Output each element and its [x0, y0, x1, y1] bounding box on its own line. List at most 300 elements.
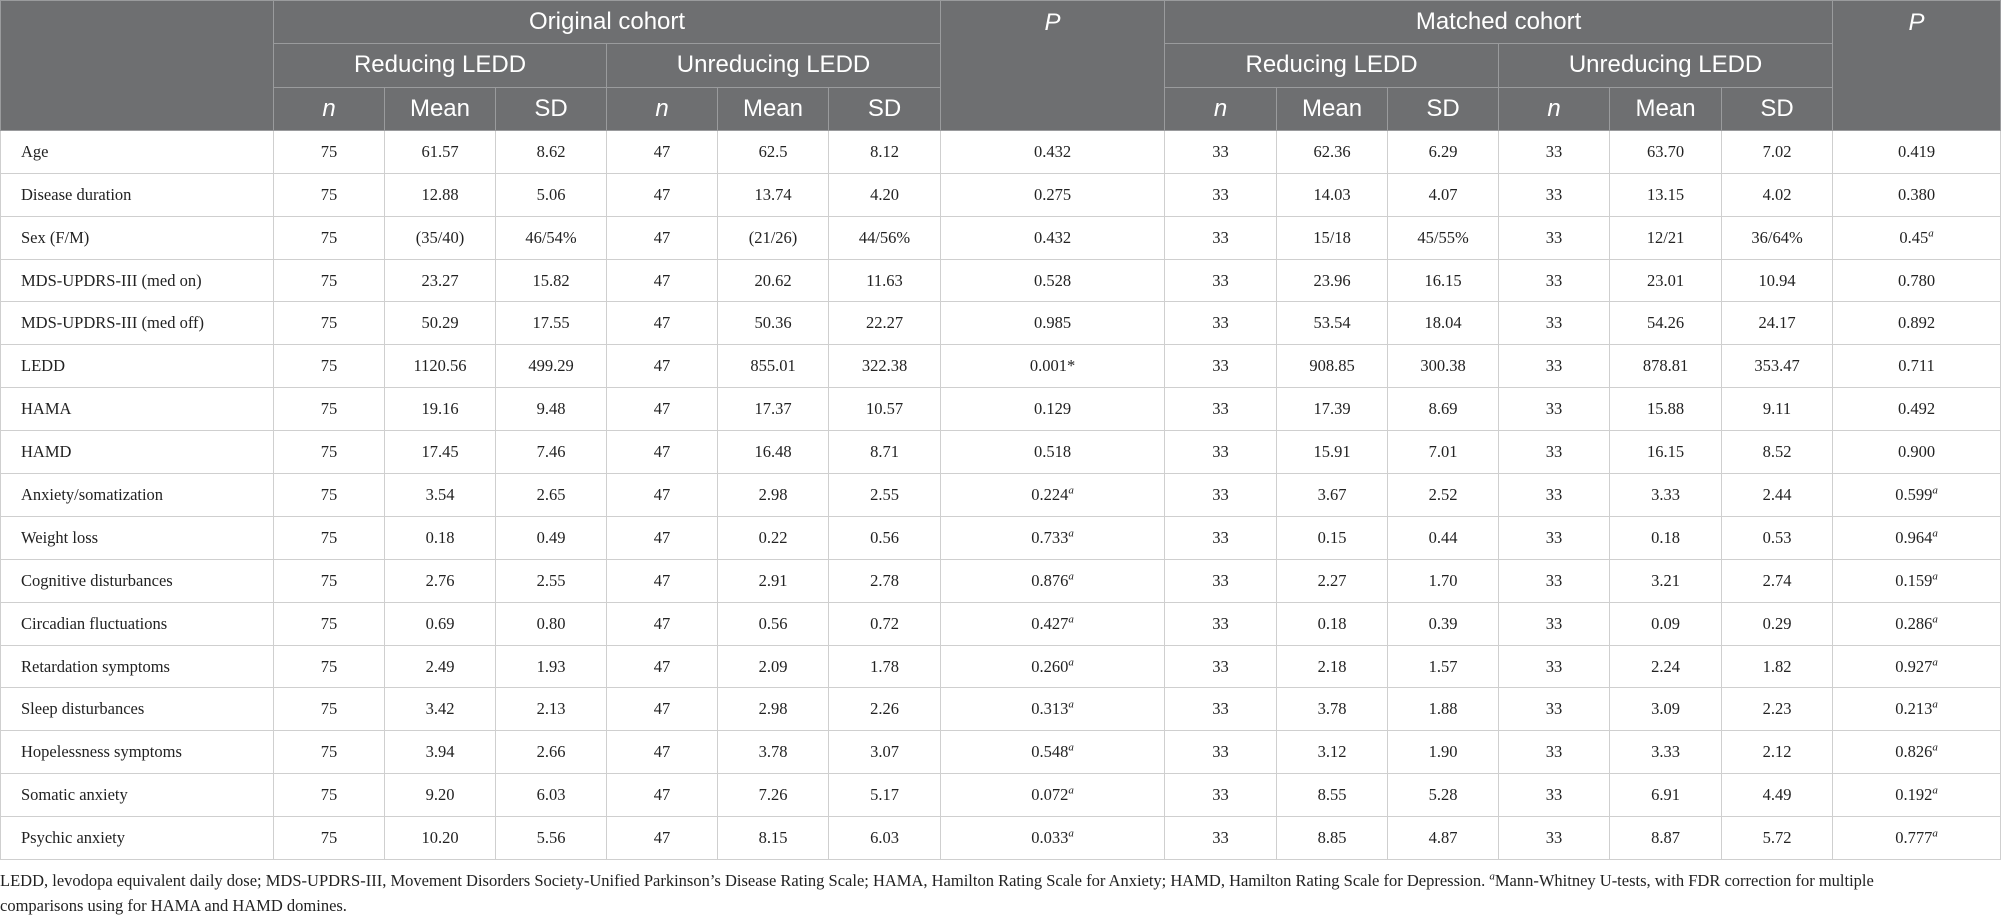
original-cell: 75 — [274, 817, 385, 860]
footnote-abbreviations: LEDD, levodopa equivalent daily dose; MDS-UPDRS-III, Movement Disorders Society-Unified Parkinson’s Disease Rating Scale; HAMA, Hamilton Rating Scale for Anxiety; HAMD, Hamilton Rating Scale for Depression. — [0, 871, 1490, 890]
matched-cell: 4.87 — [1388, 817, 1499, 860]
original-p-value-value: 0.432 — [1033, 141, 1072, 161]
original-cell: 6.03 — [496, 774, 607, 817]
row-label: Retardation symptoms — [1, 645, 274, 688]
original-cell: 17.55 — [496, 302, 607, 345]
matched-p-value — [1833, 345, 2001, 388]
matched-cell: 8.87 — [1610, 817, 1722, 860]
table-row — [1, 516, 2001, 559]
table-row — [1, 216, 2001, 259]
matched-p-value — [1833, 302, 2001, 345]
original-cell: 2.65 — [496, 474, 607, 517]
original-p-value-value: 0.033 — [1031, 828, 1069, 848]
matched-cell: 2.44 — [1722, 474, 1833, 517]
original-p-value-value: 0.275 — [1033, 184, 1072, 204]
matched-cell: 0.39 — [1388, 602, 1499, 645]
matched-p-value-value: 0.780 — [1898, 270, 1936, 290]
footnote-marker: a — [1489, 870, 1495, 883]
original-p-value-marker: a — [1068, 784, 1074, 797]
matched-cell: 5.72 — [1722, 817, 1833, 860]
matched-cell: 8.52 — [1722, 431, 1833, 474]
matched-cell: 53.54 — [1277, 302, 1388, 345]
matched-cell: 8.55 — [1277, 774, 1388, 817]
original-cell: 23.27 — [385, 259, 496, 302]
original-cell: 22.27 — [829, 302, 941, 345]
original-p-value-marker: a — [1068, 827, 1074, 840]
original-cell: 10.20 — [385, 817, 496, 860]
table-row — [1, 259, 2001, 302]
matched-cell: 0.18 — [1277, 602, 1388, 645]
matched-cell: 8.85 — [1277, 817, 1388, 860]
matched-cell: 878.81 — [1610, 345, 1722, 388]
col-sd-header: SD — [496, 87, 607, 130]
original-cell: 19.16 — [385, 388, 496, 431]
original-p-value-value: 0.432 — [1033, 227, 1072, 247]
matched-cell: 62.36 — [1277, 130, 1388, 173]
matched-cell: 3.09 — [1610, 688, 1722, 731]
original-cell: 47 — [607, 388, 718, 431]
original-cell: 8.62 — [496, 130, 607, 173]
original-cell: 47 — [607, 817, 718, 860]
matched-cell: 45/55% — [1388, 216, 1499, 259]
matched-cell: 63.70 — [1610, 130, 1722, 173]
matched-cell: 0.15 — [1277, 516, 1388, 559]
original-cell: 75 — [274, 731, 385, 774]
original-cell: 75 — [274, 645, 385, 688]
original-cell: 75 — [274, 259, 385, 302]
matched-cell: 2.24 — [1610, 645, 1722, 688]
original-p-value-value: 0.876 — [1031, 570, 1069, 590]
original-cell: 46/54% — [496, 216, 607, 259]
original-p-value — [941, 173, 1165, 216]
matched-cell: 17.39 — [1277, 388, 1388, 431]
row-label: Age — [1, 130, 274, 173]
matched-cell: 4.07 — [1388, 173, 1499, 216]
matched-cell: 18.04 — [1388, 302, 1499, 345]
original-cell: 75 — [274, 302, 385, 345]
table-row — [1, 302, 2001, 345]
matched-p-value-value: 0.192 — [1895, 785, 1933, 805]
matched-p-value — [1833, 731, 2001, 774]
matched-cell: 2.23 — [1722, 688, 1833, 731]
original-cell: 47 — [607, 645, 718, 688]
original-cell: 9.48 — [496, 388, 607, 431]
matched-p-value-value: 0.711 — [1898, 356, 1935, 376]
original-p-value-value: 0.733 — [1031, 527, 1069, 547]
matched-cell: 23.96 — [1277, 259, 1388, 302]
matched-cell: 2.74 — [1722, 559, 1833, 602]
matched-cell: 33 — [1165, 173, 1277, 216]
matched-cell: 24.17 — [1722, 302, 1833, 345]
matched-p-value — [1833, 559, 2001, 602]
original-cell: 2.78 — [829, 559, 941, 602]
matched-cell: 16.15 — [1610, 431, 1722, 474]
original-p-value — [941, 645, 1165, 688]
matched-p-value-value: 0.927 — [1895, 656, 1933, 676]
matched-cell: 3.12 — [1277, 731, 1388, 774]
col-n-header: n — [1165, 87, 1277, 130]
original-cell: 7.46 — [496, 431, 607, 474]
original-p-value — [941, 259, 1165, 302]
matched-cell: 2.52 — [1388, 474, 1499, 517]
matched-cell: 15.91 — [1277, 431, 1388, 474]
col-n-header: n — [274, 87, 385, 130]
matched-cell: 3.21 — [1610, 559, 1722, 602]
matched-cell: 33 — [1499, 688, 1610, 731]
matched-p-value — [1833, 216, 2001, 259]
matched-cell: 33 — [1499, 602, 1610, 645]
table-row — [1, 645, 2001, 688]
original-cell: 47 — [607, 173, 718, 216]
original-cell: 47 — [607, 516, 718, 559]
original-cell: 5.17 — [829, 774, 941, 817]
original-cell: 2.55 — [496, 559, 607, 602]
matched-cell: 9.11 — [1722, 388, 1833, 431]
matched-cell: 33 — [1499, 774, 1610, 817]
row-label: Hopelessness symptoms — [1, 731, 274, 774]
original-p-value-marker: a — [1068, 698, 1074, 711]
original-cell: 17.37 — [718, 388, 829, 431]
col-sd-header: SD — [1722, 87, 1833, 130]
table-row — [1, 774, 2001, 817]
original-cell: 47 — [607, 216, 718, 259]
matched-p-value-value: 0.380 — [1898, 184, 1936, 204]
original-p-value-value: 0.224 — [1031, 484, 1069, 504]
footnote-note: Mann-Whitney U-tests, with FDR correction for multiple comparisons using for HAMA and HAMD domines. — [0, 871, 1874, 915]
matched-cell: 8.69 — [1388, 388, 1499, 431]
matched-p-value-marker: a — [1928, 227, 1934, 240]
row-label: HAMD — [1, 431, 274, 474]
original-cell: 13.74 — [718, 173, 829, 216]
matched-cell: 33 — [1499, 516, 1610, 559]
original-cell: 47 — [607, 602, 718, 645]
matched-cell: 33 — [1165, 516, 1277, 559]
original-cell: 2.91 — [718, 559, 829, 602]
matched-cell: 6.29 — [1388, 130, 1499, 173]
matched-cell: 33 — [1499, 559, 1610, 602]
original-cell: 47 — [607, 302, 718, 345]
matched-cell: 0.18 — [1610, 516, 1722, 559]
matched-cell: 3.67 — [1277, 474, 1388, 517]
original-cell: 2.98 — [718, 474, 829, 517]
matched-cell: 33 — [1165, 130, 1277, 173]
matched-p-value — [1833, 688, 2001, 731]
original-cell: 3.07 — [829, 731, 941, 774]
original-p-value-value: 0.129 — [1033, 399, 1072, 419]
matched-p-value-marker: a — [1932, 613, 1938, 626]
matched-cell: 353.47 — [1722, 345, 1833, 388]
original-p-value-value: 0.001* — [1029, 356, 1076, 376]
matched-cell: 15/18 — [1277, 216, 1388, 259]
original-cell: (35/40) — [385, 216, 496, 259]
matched-cell: 33 — [1499, 645, 1610, 688]
original-cell: 0.22 — [718, 516, 829, 559]
original-p-header: P — [941, 1, 1165, 131]
original-p-value — [941, 216, 1165, 259]
matched-p-value — [1833, 774, 2001, 817]
original-cell: 5.56 — [496, 817, 607, 860]
matched-p-value-value: 0.159 — [1895, 570, 1933, 590]
original-cell: 61.57 — [385, 130, 496, 173]
original-cell: 2.66 — [496, 731, 607, 774]
matched-cell: 36/64% — [1722, 216, 1833, 259]
matched-cell: 33 — [1165, 602, 1277, 645]
original-cell: 47 — [607, 774, 718, 817]
original-cell: 0.56 — [718, 602, 829, 645]
original-cell: 2.09 — [718, 645, 829, 688]
matched-p-value — [1833, 259, 2001, 302]
matched-cell: 33 — [1499, 173, 1610, 216]
matched-cell: 33 — [1165, 388, 1277, 431]
original-p-value-value: 0.260 — [1031, 656, 1069, 676]
original-cell: 7.26 — [718, 774, 829, 817]
col-mean-header: Mean — [1277, 87, 1388, 130]
table-row — [1, 431, 2001, 474]
table-row — [1, 817, 2001, 860]
original-cell: 8.71 — [829, 431, 941, 474]
original-cohort-header: Original cohort — [274, 1, 941, 44]
original-cell: 1.78 — [829, 645, 941, 688]
matched-cell: 23.01 — [1610, 259, 1722, 302]
matched-cell: 33 — [1499, 731, 1610, 774]
original-cell: 8.12 — [829, 130, 941, 173]
original-cell: 75 — [274, 516, 385, 559]
matched-cell: 33 — [1499, 130, 1610, 173]
original-cell: 322.38 — [829, 345, 941, 388]
original-p-value-value: 0.072 — [1031, 785, 1069, 805]
original-p-value — [941, 602, 1165, 645]
matched-p-value-value: 0.492 — [1898, 399, 1936, 419]
matched-cell: 14.03 — [1277, 173, 1388, 216]
original-cell: 47 — [607, 474, 718, 517]
matched-cell: 33 — [1499, 817, 1610, 860]
original-cell: 8.15 — [718, 817, 829, 860]
matched-cell: 16.15 — [1388, 259, 1499, 302]
matched-p-value-value: 0.964 — [1895, 527, 1933, 547]
original-p-value-marker: a — [1068, 484, 1074, 497]
row-label: Psychic anxiety — [1, 817, 274, 860]
matched-cell: 13.15 — [1610, 173, 1722, 216]
original-p-value-marker: a — [1068, 613, 1074, 626]
original-cell: 47 — [607, 731, 718, 774]
original-cell: 15.82 — [496, 259, 607, 302]
original-p-value — [941, 474, 1165, 517]
matched-cell: 12/21 — [1610, 216, 1722, 259]
matched-cell: 33 — [1165, 731, 1277, 774]
original-cell: 75 — [274, 130, 385, 173]
original-p-value — [941, 516, 1165, 559]
matched-cell: 33 — [1165, 817, 1277, 860]
table-row — [1, 559, 2001, 602]
matched-p-value-value: 0.213 — [1895, 699, 1933, 719]
row-label: Disease duration — [1, 173, 274, 216]
original-cell: 11.63 — [829, 259, 941, 302]
original-cell: 0.56 — [829, 516, 941, 559]
matched-cell: 7.01 — [1388, 431, 1499, 474]
original-p-value-value: 0.985 — [1033, 313, 1072, 333]
col-n-header: n — [607, 87, 718, 130]
original-p-value-value: 0.528 — [1033, 270, 1072, 290]
original-cell: 0.49 — [496, 516, 607, 559]
matched-cell: 5.28 — [1388, 774, 1499, 817]
original-p-value-value: 0.548 — [1031, 742, 1069, 762]
matched-p-value-value: 0.599 — [1895, 484, 1933, 504]
matched-p-value — [1833, 602, 2001, 645]
matched-cell: 33 — [1499, 345, 1610, 388]
original-cell: 75 — [274, 216, 385, 259]
matched-cohort-header: Matched cohort — [1165, 1, 1833, 44]
matched-p-value-value: 0.419 — [1898, 141, 1936, 161]
table-row — [1, 474, 2001, 517]
matched-cell: 33 — [1165, 431, 1277, 474]
table-row — [1, 388, 2001, 431]
original-p-value-marker: a — [1068, 570, 1074, 583]
matched-cell: 33 — [1165, 259, 1277, 302]
original-p-value — [941, 130, 1165, 173]
original-cell: 47 — [607, 130, 718, 173]
original-cell: 12.88 — [385, 173, 496, 216]
table-row — [1, 731, 2001, 774]
original-cell: 2.76 — [385, 559, 496, 602]
matched-p-value-value: 0.286 — [1895, 613, 1933, 633]
original-cell: 75 — [274, 774, 385, 817]
matched-p-value — [1833, 817, 2001, 860]
col-n-header: n — [1499, 87, 1610, 130]
row-label: HAMA — [1, 388, 274, 431]
matched-p-value — [1833, 431, 2001, 474]
original-cell: 0.72 — [829, 602, 941, 645]
original-cell: 3.94 — [385, 731, 496, 774]
original-cell: 47 — [607, 259, 718, 302]
matched-reducing-header: Reducing LEDD — [1165, 44, 1499, 87]
matched-cell: 33 — [1165, 345, 1277, 388]
original-cell: 75 — [274, 474, 385, 517]
matched-cell: 33 — [1499, 259, 1610, 302]
original-p-value — [941, 345, 1165, 388]
row-label: Cognitive disturbances — [1, 559, 274, 602]
row-label: MDS-UPDRS-III (med on) — [1, 259, 274, 302]
table-row — [1, 688, 2001, 731]
original-cell: 2.13 — [496, 688, 607, 731]
matched-cell: 908.85 — [1277, 345, 1388, 388]
matched-cell: 33 — [1165, 302, 1277, 345]
original-cell: 17.45 — [385, 431, 496, 474]
matched-p-value-value: 0.45 — [1899, 227, 1929, 247]
original-cell: 6.03 — [829, 817, 941, 860]
matched-cell: 33 — [1165, 216, 1277, 259]
matched-p-value-marker: a — [1932, 527, 1938, 540]
matched-cell: 1.90 — [1388, 731, 1499, 774]
matched-p-value — [1833, 173, 2001, 216]
original-cell: 2.98 — [718, 688, 829, 731]
matched-cell: 0.29 — [1722, 602, 1833, 645]
original-cell: 47 — [607, 345, 718, 388]
matched-p-value — [1833, 388, 2001, 431]
matched-p-value — [1833, 516, 2001, 559]
table-header — [1, 1, 2001, 131]
col-mean-header: Mean — [718, 87, 829, 130]
original-p-value-value: 0.313 — [1031, 699, 1069, 719]
table-footnote — [0, 868, 1890, 918]
matched-cell: 2.27 — [1277, 559, 1388, 602]
matched-cell: 2.18 — [1277, 645, 1388, 688]
original-cell: 4.20 — [829, 173, 941, 216]
row-label: Somatic anxiety — [1, 774, 274, 817]
matched-cell: 1.82 — [1722, 645, 1833, 688]
original-cell: 50.36 — [718, 302, 829, 345]
matched-cell: 15.88 — [1610, 388, 1722, 431]
matched-p-value-marker: a — [1932, 656, 1938, 669]
table-row — [1, 130, 2001, 173]
original-cell: 0.80 — [496, 602, 607, 645]
original-p-value — [941, 302, 1165, 345]
row-label: Sex (F/M) — [1, 216, 274, 259]
original-p-value-marker: a — [1068, 656, 1074, 669]
matched-cell: 33 — [1499, 216, 1610, 259]
matched-p-value-value: 0.777 — [1895, 828, 1933, 848]
original-cell: 1.93 — [496, 645, 607, 688]
matched-cell: 3.33 — [1610, 474, 1722, 517]
matched-cell: 33 — [1499, 474, 1610, 517]
matched-cell: 0.09 — [1610, 602, 1722, 645]
matched-cell: 33 — [1165, 774, 1277, 817]
matched-p-value — [1833, 645, 2001, 688]
row-label-header — [1, 1, 274, 131]
row-label: LEDD — [1, 345, 274, 388]
matched-p-value-marker: a — [1932, 741, 1938, 754]
matched-p-value-marker: a — [1932, 784, 1938, 797]
original-cell: 44/56% — [829, 216, 941, 259]
original-cell: 50.29 — [385, 302, 496, 345]
original-cell: 0.18 — [385, 516, 496, 559]
matched-p-value-value: 0.892 — [1898, 313, 1936, 333]
original-p-value-marker: a — [1068, 527, 1074, 540]
original-cell: 2.49 — [385, 645, 496, 688]
matched-p-value-marker: a — [1932, 570, 1938, 583]
original-unreducing-header: Unreducing LEDD — [607, 44, 941, 87]
matched-unreducing-header: Unreducing LEDD — [1499, 44, 1833, 87]
row-label: Anxiety/somatization — [1, 474, 274, 517]
original-cell: 75 — [274, 688, 385, 731]
matched-cell: 0.44 — [1388, 516, 1499, 559]
matched-p-value-marker: a — [1932, 698, 1938, 711]
matched-cell: 6.91 — [1610, 774, 1722, 817]
original-cell: 62.5 — [718, 130, 829, 173]
original-cell: 2.55 — [829, 474, 941, 517]
original-cell: 75 — [274, 345, 385, 388]
original-cell: 10.57 — [829, 388, 941, 431]
col-mean-header: Mean — [1610, 87, 1722, 130]
original-cell: 75 — [274, 431, 385, 474]
original-p-value-value: 0.518 — [1033, 442, 1072, 462]
matched-cell: 10.94 — [1722, 259, 1833, 302]
original-cell: 499.29 — [496, 345, 607, 388]
original-cell: 75 — [274, 559, 385, 602]
matched-cell: 300.38 — [1388, 345, 1499, 388]
original-p-value — [941, 774, 1165, 817]
col-mean-header: Mean — [385, 87, 496, 130]
original-cell: 855.01 — [718, 345, 829, 388]
original-cell: 2.26 — [829, 688, 941, 731]
original-cell: 1120.56 — [385, 345, 496, 388]
original-cell: 75 — [274, 173, 385, 216]
row-label: Weight loss — [1, 516, 274, 559]
matched-cell: 7.02 — [1722, 130, 1833, 173]
original-cell: 3.54 — [385, 474, 496, 517]
matched-p-value — [1833, 130, 2001, 173]
col-sd-header: SD — [829, 87, 941, 130]
matched-cell: 0.53 — [1722, 516, 1833, 559]
